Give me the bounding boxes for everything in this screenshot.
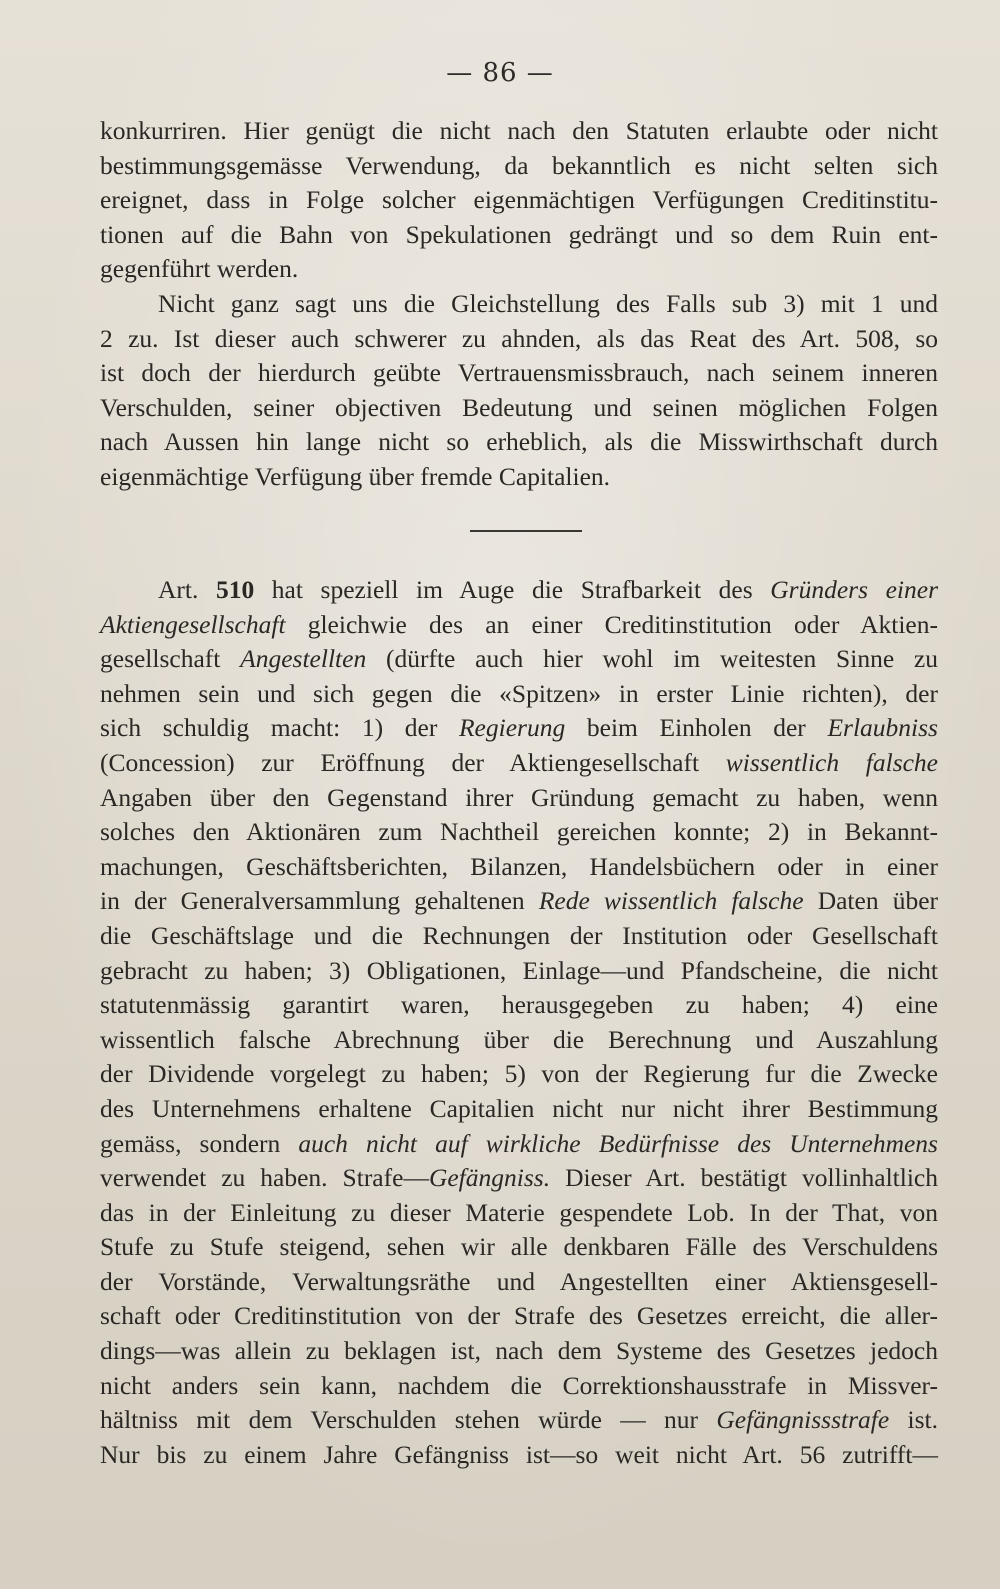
text-line: tionen auf die Bahn von Spekulationen gedrängt und so dem Ruin ent-: [100, 219, 938, 249]
text-line: gebracht zu haben; 3) Obligationen, Einlage—und Pfandscheine, die nicht: [100, 955, 938, 985]
emphasis-text: Gefängnissstrafe: [716, 1405, 890, 1435]
text-run: sich schuldig macht: 1) der: [100, 713, 459, 743]
text-run: hat speziell im Auge die Strafbarkeit des: [254, 575, 771, 604]
text-line: [100, 711, 938, 746]
text-line: die Geschäftslage und die Rechnungen der Institution oder Gesellschaft: [100, 920, 938, 950]
text-line: nach Aussen hin lange nicht so erheblich, als die Misswirthschaft durch: [100, 427, 938, 457]
emphasis-text: Erlaubniss: [827, 713, 938, 743]
emphasis-text: auch nicht auf wirkliche Bedürfnisse des Unternehmens: [298, 1128, 938, 1158]
text-run: hältniss mit dem Verschulden stehen würde — nur: [100, 1405, 717, 1435]
text-run: gesellschaft: [100, 644, 241, 674]
text-line: Nur bis zu einem Jahre Gefängniss ist—so weit nicht Art. 56 zutrifft—: [100, 1439, 938, 1469]
text-line: [100, 1127, 938, 1162]
article-number: 510: [215, 575, 255, 604]
text-line: ist doch der hierdurch geübte Vertrauensmissbrauch, nach seinem inneren: [100, 358, 938, 388]
emphasis-text: Angestellten: [240, 644, 367, 674]
text-line: [100, 573, 938, 608]
text-line: solches den Aktionären zum Nachtheil gereichen konnte; 2) in Bekannt-: [100, 817, 938, 847]
text-block-top: [100, 114, 938, 495]
page-number: — 86 —: [446, 58, 554, 88]
emphasis-text: Aktiengesellschaft: [100, 609, 286, 639]
emphasis-text: wissentlich falsche: [725, 747, 938, 777]
text-run: Art.: [158, 575, 216, 604]
emphasis-text: Regierung: [458, 713, 566, 743]
text-line: Verschulden, seiner objectiven Bedeutung und seinen möglichen Folgen: [100, 392, 938, 422]
text-line: eigenmächtige Verfügung über fremde Capitalien.: [100, 461, 611, 491]
text-line: das in der Einleitung zu dieser Materie gespendete Lob. In der That, von: [100, 1197, 938, 1227]
text-run: ist.: [889, 1405, 938, 1435]
text-run: gleichwie des an einer Creditinstitution oder Aktien-: [285, 609, 938, 639]
text-run: gemäss, sondern: [100, 1128, 299, 1158]
text-run: beim Einholen der: [565, 713, 828, 743]
text-line: nicht anders sein kann, nachdem die Correktionshausstrafe in Missver-: [100, 1370, 938, 1400]
text-block-article-510: [100, 573, 938, 1472]
text-line: dings—was allein zu beklagen ist, nach dem Systeme des Gesetzes jedoch: [100, 1336, 938, 1366]
emphasis-text: Gründers einer: [770, 575, 938, 604]
text-line: [100, 1403, 938, 1438]
section-divider: [470, 530, 582, 532]
text-line: konkurriren. Hier genügt die nicht nach den Statuten erlaubte oder nicht: [100, 116, 938, 145]
text-line: wissentlich falsche Abrechnung über die Berechnung und Auszahlung: [100, 1024, 938, 1054]
emphasis-text: Gefängniss.: [428, 1163, 551, 1193]
text-line: Angaben über den Gegenstand ihrer Gründung gemacht zu haben, wenn: [100, 782, 938, 812]
emphasis-text: Rede wissentlich falsche: [538, 886, 804, 916]
text-run: (Concession) zur Eröffnung der Aktiengesellschaft: [100, 747, 726, 777]
text-line: [100, 608, 938, 643]
text-line: der Dividende vorgelegt zu haben; 5) von der Regierung fur die Zwecke: [100, 1059, 938, 1089]
text-line: gegenführt werden.: [100, 254, 299, 284]
text-run: (dürfte auch hier wohl im weitesten Sinne zu: [366, 644, 938, 674]
text-run: verwendet zu haben. Strafe—: [100, 1163, 429, 1193]
text-line: 2 zu. Ist dieser auch schwerer zu ahnden, als das Reat des Art. 508, so: [100, 323, 938, 353]
text-line: [100, 746, 938, 781]
text-line: [100, 642, 938, 677]
text-line: nehmen sein und sich gegen die «Spitzen» in erster Linie richten), der: [100, 678, 938, 708]
text-line: Nicht ganz sagt uns die Gleichstellung des Falls sub 3) mit 1 und: [158, 288, 938, 318]
text-run: Dieser Art. bestätigt vollinhaltlich: [550, 1163, 939, 1193]
text-run: Daten über: [803, 886, 939, 916]
text-line: schaft oder Creditinstitution von der Strafe des Gesetzes erreicht, die aller-: [100, 1301, 938, 1331]
text-line: machungen, Geschäftsberichten, Bilanzen, Handelsbüchern oder in einer: [100, 851, 938, 881]
text-line: [100, 1161, 938, 1196]
text-line: des Unternehmens erhaltene Capitalien nicht nur nicht ihrer Bestimmung: [100, 1093, 938, 1123]
text-run: in der Generalversammlung gehaltenen: [100, 886, 539, 916]
text-line: ereignet, dass in Folge solcher eigenmächtigen Verfügungen Creditinstitu-: [100, 185, 938, 215]
text-line: bestimmungsgemässe Verwendung, da bekanntlich es nicht selten sich: [100, 150, 938, 180]
text-line: [100, 884, 938, 919]
text-line: Stufe zu Stufe steigend, sehen wir alle denkbaren Fälle des Verschuldens: [100, 1232, 938, 1262]
text-line: der Vorstände, Verwaltungsräthe und Angestellten einer Aktiensgesell-: [100, 1266, 938, 1296]
text-line: statutenmässig garantirt waren, herausgegeben zu haben; 4) eine: [100, 990, 938, 1020]
